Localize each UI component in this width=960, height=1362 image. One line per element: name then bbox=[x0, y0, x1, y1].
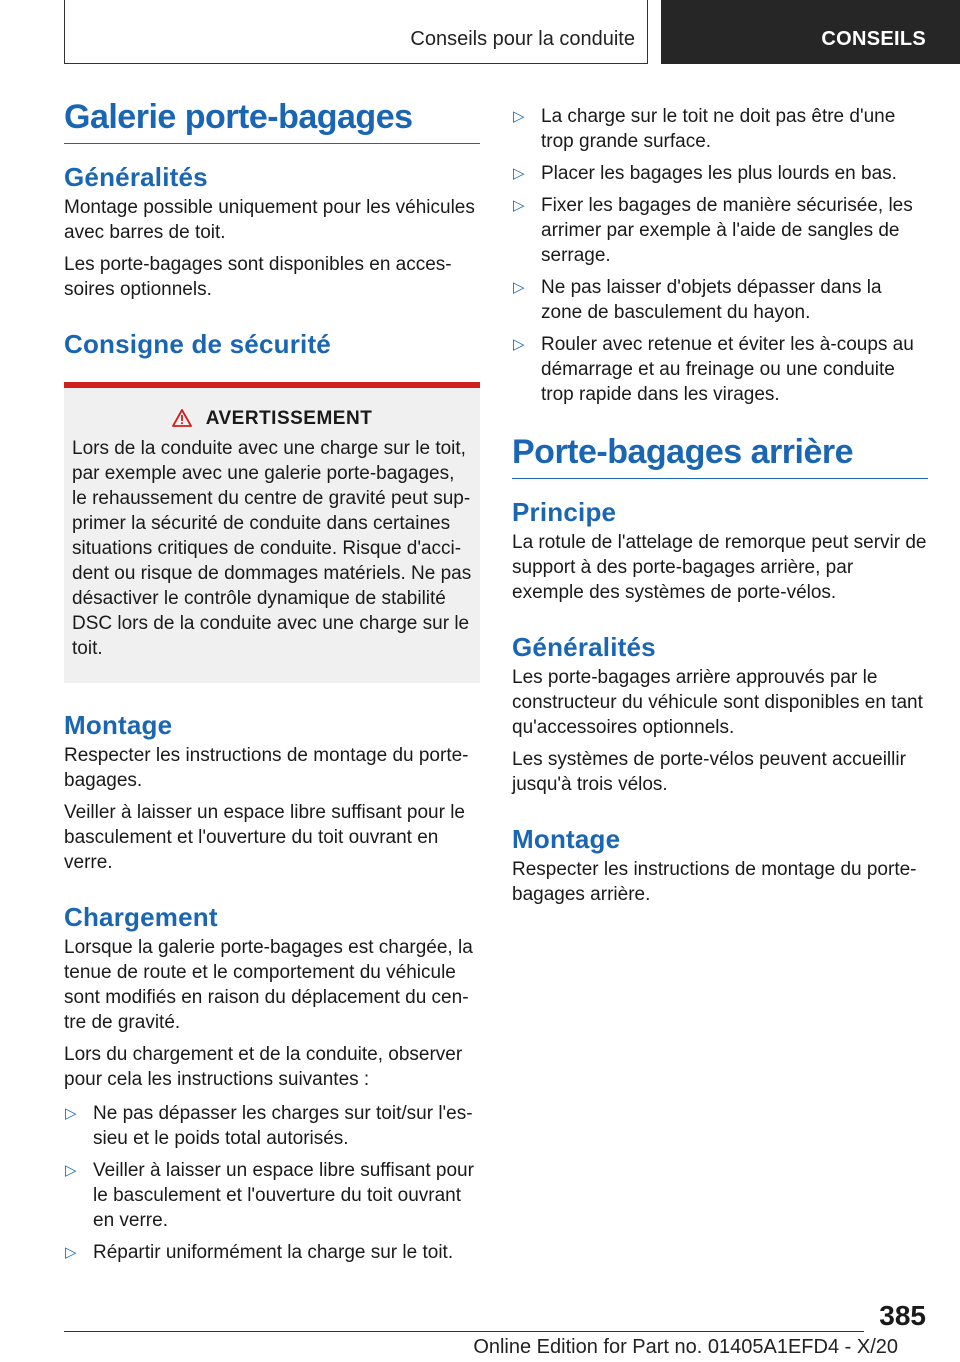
heading-montage: Montage bbox=[64, 710, 173, 740]
list-item: ▷ Ne pas dépasser les charges sur toit/sur l'es-sieu et le poids total autorisés. bbox=[65, 1103, 473, 1149]
paragraph: Respecter les instructions de montage du porte-bagages. bbox=[64, 745, 469, 791]
running-header-box bbox=[64, 0, 648, 64]
bullet-triangle-icon: ▷ bbox=[65, 1162, 77, 1179]
paragraph: La rotule de l'attelage de remorque peut servir de support à des porte-bagages arrière, par exemple des systèmes de porte-vélos. bbox=[512, 532, 927, 603]
list-item: ▷ Fixer les bagages de manière sécurisée, les arrimer par exemple à l'aide de sangles de serrage. bbox=[513, 195, 913, 266]
heading-consigne-securite: Consigne de sécurité bbox=[64, 329, 331, 359]
bullet-triangle-icon: ▷ bbox=[513, 108, 525, 125]
bullet-triangle-icon: ▷ bbox=[65, 1105, 77, 1122]
paragraph: Lorsque la galerie porte-bagages est chargée, la tenue de route et le comportement du véhicule sont modifiés en raison du déplacement du cen-tre de gravité. bbox=[64, 937, 473, 1033]
bullet-list bbox=[64, 1101, 480, 1265]
warning-title-text: AVERTISSEMENT bbox=[205, 408, 373, 429]
list-item: ▷ Placer les bagages les plus lourds en bas. bbox=[513, 163, 897, 184]
footer-divider bbox=[64, 1331, 864, 1332]
paragraph: Les porte-bagages sont disponibles en acces-soires optionnels. bbox=[64, 254, 452, 300]
heading-chargement: Chargement bbox=[64, 902, 218, 932]
section-montage-arriere bbox=[512, 824, 928, 907]
list-item: ▷ Répartir uniformément la charge sur le toit. bbox=[65, 1242, 454, 1263]
footer-edition-text: Online Edition for Part no. 01405A1EFD4 - X/20 bbox=[473, 1336, 898, 1358]
paragraph: Les systèmes de porte-vélos peuvent accueillir jusqu'à trois vélos. bbox=[512, 749, 906, 795]
heading-generalites: Généralités bbox=[512, 632, 656, 662]
title-galerie-porte-bagages: Galerie porte-bagages bbox=[64, 98, 480, 144]
bullet-triangle-icon: ▷ bbox=[513, 279, 525, 296]
section-chargement bbox=[64, 902, 480, 1265]
list-item: ▷ Veiller à laisser un espace libre suffisant pour le basculement et l'ouverture du toit ouvrant en verre. bbox=[65, 1160, 474, 1231]
section-generalites bbox=[64, 162, 480, 302]
bullet-triangle-icon: ▷ bbox=[513, 336, 525, 353]
header-chapter-title: CONSEILS bbox=[821, 28, 926, 50]
list-item: ▷ Rouler avec retenue et éviter les à-coups au démarrage et au freinage ou une conduite trop rapide dans les virages. bbox=[513, 334, 914, 405]
warning-text: Lors de la conduite avec une charge sur le toit, par exemple avec une galerie porte-bagages, le rehaussement du centre de gravité peut sup-primer la sécurité de conduite dans certaines situations critiques de conduite. Risque d'acci-dent ou risque de dommages matériels. Ne pas désactiver le contrôle dynamique de stabilité DSC lors de la conduite avec une charge sur le toit. bbox=[72, 438, 472, 659]
paragraph: Veiller à laisser un espace libre suffisant pour le basculement et l'ouverture du toit ouvrant en verre. bbox=[64, 802, 465, 873]
section-montage bbox=[64, 710, 480, 875]
section-generalites-arriere bbox=[512, 632, 928, 797]
section-principe bbox=[512, 497, 928, 605]
heading-generalites: Généralités bbox=[64, 162, 208, 192]
heading-montage: Montage bbox=[512, 824, 621, 854]
bullet-list bbox=[512, 104, 928, 407]
title-porte-bagages-arriere: Porte-bagages arrière bbox=[512, 433, 928, 479]
warning-title bbox=[72, 408, 472, 430]
section-consigne-securite bbox=[64, 329, 480, 683]
paragraph: Respecter les instructions de montage du porte-bagages arrière. bbox=[512, 859, 917, 905]
left-column bbox=[64, 98, 480, 1272]
paragraph: Montage possible uniquement pour les véhicules avec barres de toit. bbox=[64, 197, 475, 243]
bullet-triangle-icon: ▷ bbox=[513, 197, 525, 214]
warning-box bbox=[64, 382, 480, 683]
header-chapter-tab bbox=[661, 0, 960, 64]
heading-principe: Principe bbox=[512, 497, 617, 527]
list-item: ▷ La charge sur le toit ne doit pas être d'une trop grande surface. bbox=[513, 106, 896, 152]
bullet-triangle-icon: ▷ bbox=[513, 165, 525, 182]
list-item: ▷ Ne pas laisser d'objets dépasser dans la zone de basculement du hayon. bbox=[513, 277, 882, 323]
page-number: 385 bbox=[879, 1300, 926, 1331]
right-column bbox=[512, 104, 928, 907]
warning-triangle-icon bbox=[172, 409, 192, 427]
bullet-triangle-icon: ▷ bbox=[65, 1244, 77, 1261]
paragraph: Lors du chargement et de la conduite, observer pour cela les instructions suivantes : bbox=[64, 1044, 463, 1090]
header-section-title: Conseils pour la conduite bbox=[410, 28, 635, 50]
paragraph: Les porte-bagages arrière approuvés par le constructeur du véhicule sont disponibles en tant qu'accessoires optionnels. bbox=[512, 667, 923, 738]
